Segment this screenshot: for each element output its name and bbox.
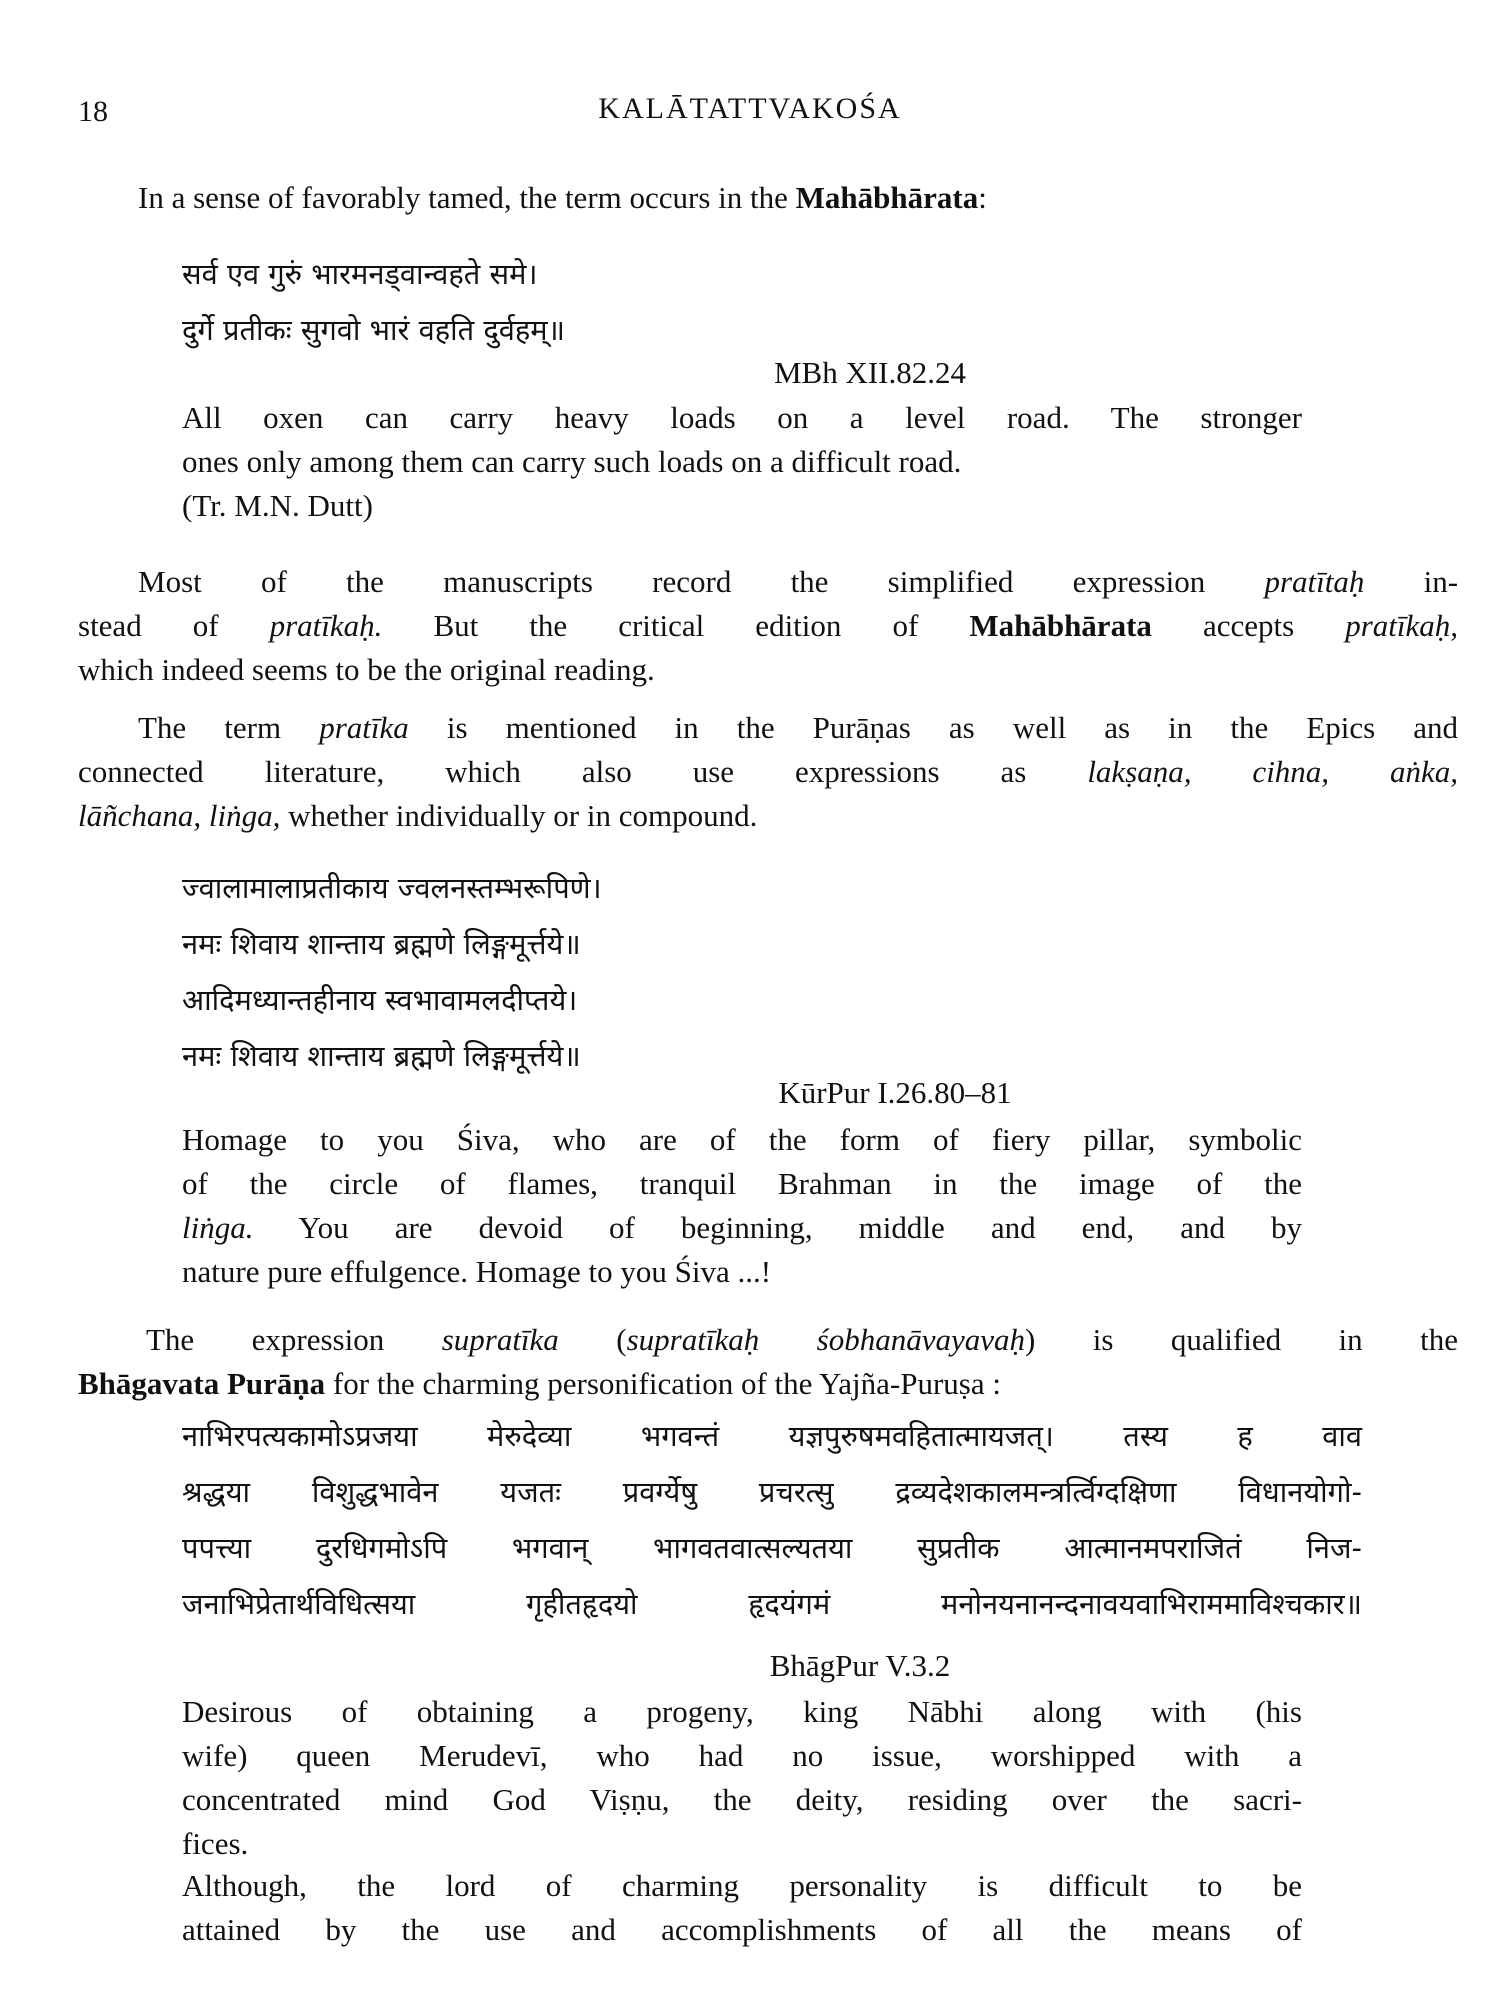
running-title: KALĀTATTVAKOŚA [598,92,902,125]
text-line: lāñchana, liṅga, whether individually or in compound. [78,798,758,833]
verse-line: पपत्त्या दुरधिगमोऽपि भगवान् भागवतवात्सल्यतया सुप्रतीक आत्मानमपराजितं निज- [182,1531,1362,1565]
verse-line: श्रद्धया विशुद्धभावेन यजतः प्रवर्ग्येषु प्रचरत्सु द्रव्यदेशकालमन्त्रर्त्विग्दक्षिणा विधानयोगो- [182,1475,1362,1509]
page-number: 18 [78,95,108,128]
text-line: connected literature, which also use expressions as lakṣaṇa, cihna, aṅka, [78,754,1458,789]
translation-1 [182,396,1302,528]
text-line: Although, the lord of charming personality is difficult to be [182,1868,1302,1903]
sanskrit-verse-1 [182,246,1182,358]
text-line: Desirous of obtaining a progeny, king Nābhi along with (his [182,1694,1302,1729]
paragraph-2 [78,560,1458,692]
text-line: of the circle of flames, tranquil Brahman in the image of the [182,1166,1302,1201]
paragraph-1 [138,176,1258,220]
sanskrit-passage [182,1408,1362,1632]
paragraph-5 [182,1864,1302,1952]
paragraph-3 [78,706,1458,838]
text-line: concentrated mind God Viṣṇu, the deity, residing over the sacri- [182,1782,1302,1817]
text-line: The expression supratīka (supratīkaḥ śobhanāvayavaḥ) is qualified in the [146,1322,1458,1357]
text-line: which indeed seems to be the original reading. [78,652,655,687]
text-line: Homage to you Śiva, who are of the form of fiery pillar, symbolic [182,1122,1302,1157]
text-line: stead of pratīkaḥ. But the critical edition of Mahābhārata accepts pratīkaḥ, [78,608,1459,643]
verse-reference-3: BhāgPur V.3.2 [769,1648,951,1683]
verse-line: आदिमध्यान्तहीनाय स्वभावामलदीप्तये। [182,983,578,1017]
paragraph-4 [78,1318,1458,1406]
sanskrit-verse-2 [182,860,1182,1084]
text-line: wife) queen Merudevī, who had no issue, worshipped with a [182,1738,1302,1773]
verse-line: जनाभिप्रेतार्थविधित्सया गृहीतहृदयो हृदयंगमं मनोनयनानन्दनावयवाभिराममाविश्चकार॥ [182,1587,1362,1621]
translation-2 [182,1118,1302,1294]
text-line: fices. [182,1826,249,1861]
text-line: All oxen can carry heavy loads on a level road. The stronger [182,400,1302,435]
text-line: nature pure effulgence. Homage to you Śiva ...! [182,1254,772,1289]
verse-reference-1: MBh XII.82.24 [773,355,967,390]
text-line: In a sense of favorably tamed, the term occurs in the Mahābhārata: [138,180,987,215]
verse-line: ज्वालामालाप्रतीकाय ज्वलनस्तम्भरूपिणे। [182,871,602,905]
verse-line: सर्व एव गुरुं भारमनड्वान्वहते समे। [182,257,538,291]
text-line: Bhāgavata Purāṇa for the charming personification of the Yajña-Puruṣa : [78,1366,1001,1401]
text-line: attained by the use and accomplishments of all the means of [182,1912,1302,1947]
translation-3 [182,1690,1302,1866]
verse-reference-2: KūrPur I.26.80–81 [778,1075,1012,1110]
text-line: liṅga. You are devoid of beginning, middle and end, and by [182,1210,1302,1245]
text-line: The term pratīka is mentioned in the Purāṇas as well as in the Epics and [138,710,1459,745]
verse-line: नमः शिवाय शान्ताय ब्रह्मणे लिङ्गमूर्त्तये॥ [182,927,581,961]
text-line: (Tr. M.N. Dutt) [182,488,373,523]
verse-line: दुर्गे प्रतीकः सुगवो भारं वहति दुर्वहम्॥ [182,313,566,347]
verse-line: नाभिरपत्यकामोऽप्रजया मेरुदेव्या भगवन्तं यज्ञपुरुषमवहितात्मायजत्। तस्य ह वाव [182,1419,1362,1453]
text-line: Most of the manuscripts record the simplified expression pratītaḥ in- [138,564,1459,599]
verse-line: नमः शिवाय शान्ताय ब्रह्मणे लिङ्गमूर्त्तये॥ [182,1039,581,1073]
text-line: ones only among them can carry such loads on a difficult road. [182,444,962,479]
